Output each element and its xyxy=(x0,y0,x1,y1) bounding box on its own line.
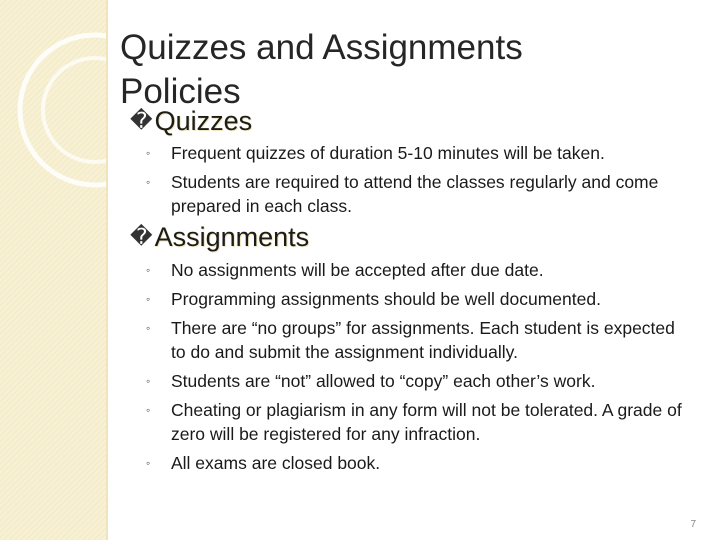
list-item-text: Cheating or plagiarism in any form will not be tolerated. A grade of zero will be registered for any infraction. xyxy=(171,400,682,444)
heading-label: Assignments xyxy=(154,222,310,252)
bullet-icon: ◦ xyxy=(146,403,151,417)
list-item-text: Programming assignments should be well documented. xyxy=(171,289,601,309)
list-item xyxy=(146,369,691,393)
list-item-text: No assignments will be accepted after due date. xyxy=(171,260,544,280)
list-item xyxy=(146,316,691,364)
section-heading-quizzes xyxy=(130,106,252,136)
heading-label: Quizzes xyxy=(154,106,253,136)
list-item-text: Frequent quizzes of duration 5-10 minutes will be taken. xyxy=(171,143,605,163)
list-item xyxy=(146,170,691,218)
slide-title xyxy=(120,26,680,114)
page-number: 7 xyxy=(690,519,696,530)
decorative-sidebar xyxy=(0,0,108,540)
bullet-icon: ◦ xyxy=(146,175,151,189)
assignments-list xyxy=(146,258,691,480)
bullet-icon: ◦ xyxy=(146,456,151,470)
list-item-text: There are “no groups” for assignments. Each student is expected to do and submit the assignment individually. xyxy=(171,318,675,362)
sidebar-pattern xyxy=(0,0,108,540)
quizzes-list xyxy=(146,141,691,223)
list-item-text: All exams are closed book. xyxy=(171,453,381,473)
slide-title-line2: Policies xyxy=(120,72,241,111)
list-item xyxy=(146,258,691,282)
slide-title-line1: Quizzes and Assignments xyxy=(120,28,523,67)
heading-bullet-icon: � xyxy=(130,108,153,133)
bullet-icon: ◦ xyxy=(146,146,151,160)
bullet-icon: ◦ xyxy=(146,374,151,388)
bullet-icon: ◦ xyxy=(146,292,151,306)
bullet-icon: ◦ xyxy=(146,263,151,277)
list-item xyxy=(146,287,691,311)
list-item-text: Students are “not” allowed to “copy” each other’s work. xyxy=(171,371,596,391)
section-heading-assignments xyxy=(130,222,309,252)
list-item-text: Students are required to attend the classes regularly and come prepared in each class. xyxy=(171,172,659,216)
list-item xyxy=(146,141,691,165)
list-item xyxy=(146,398,691,446)
heading-bullet-icon: � xyxy=(130,224,153,249)
sidebar-edge xyxy=(106,0,108,540)
bullet-icon: ◦ xyxy=(146,321,151,335)
list-item xyxy=(146,451,691,475)
